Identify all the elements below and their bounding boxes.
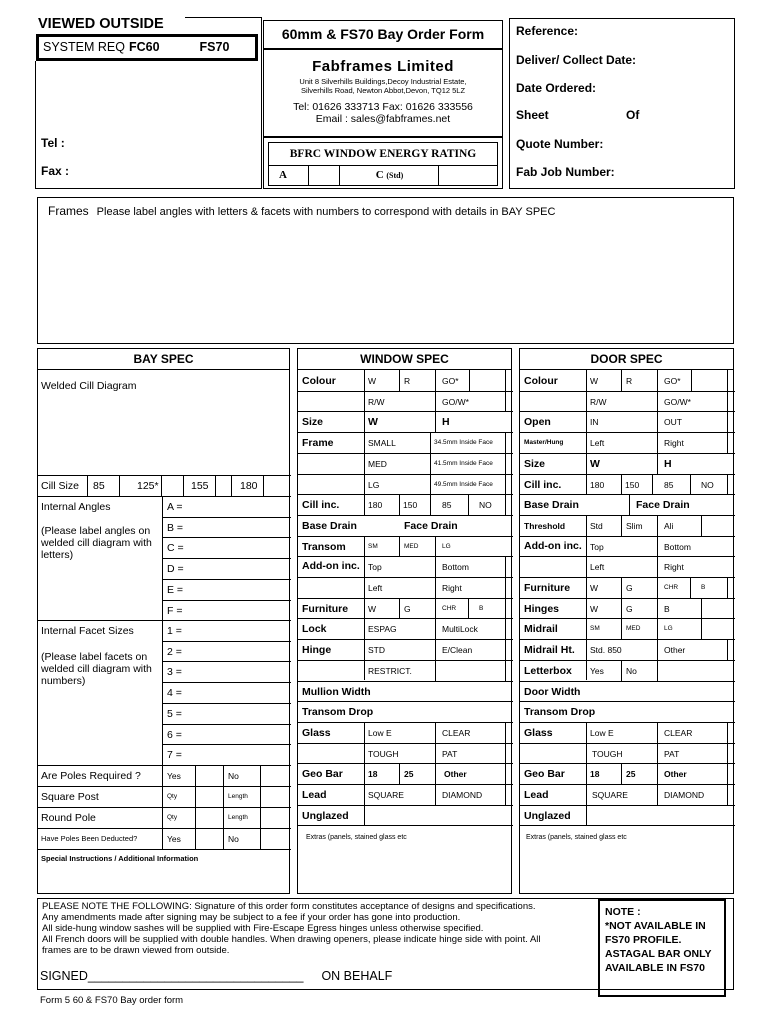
divider-h: [162, 703, 291, 704]
divider-v: [505, 618, 506, 681]
divider-h: [520, 556, 735, 557]
door-threshold-label: Threshold: [524, 520, 566, 531]
win-opt[interactable]: PAT: [442, 748, 458, 759]
address-line-2: Silverhills Road, Newton Abbot,Devon, TQ12 5LZ: [300, 86, 466, 95]
square-post-label: Square Post: [41, 791, 99, 803]
divider-v: [629, 494, 630, 515]
win-opt[interactable]: 49.5mm Inside Face: [434, 480, 493, 488]
door-opt[interactable]: Std. 850: [590, 645, 622, 656]
divider-v: [621, 763, 622, 784]
divider-v: [399, 370, 400, 391]
divider-v: [621, 370, 622, 391]
bfrc-rating-box: [263, 137, 503, 189]
divider-h: [162, 661, 291, 662]
fax-label: Fax :: [41, 164, 70, 178]
win-opt[interactable]: G: [404, 603, 411, 614]
angle-row[interactable]: D =: [167, 563, 184, 576]
door-opt[interactable]: G: [626, 603, 633, 614]
door-opt[interactable]: OUT: [664, 417, 682, 428]
divider-v: [657, 639, 658, 660]
door-opt[interactable]: 180: [590, 479, 605, 490]
facet-row[interactable]: 2 =: [167, 645, 182, 658]
system-req-box[interactable]: [36, 34, 258, 61]
divider-v: [435, 411, 436, 432]
door-opt[interactable]: IN: [590, 417, 599, 428]
terms-line-2: Any amendments made after signing may be subject to a fee if your order has gone into production.: [42, 912, 461, 923]
door-opt[interactable]: Right: [664, 562, 684, 573]
door-size-label: Size: [524, 457, 546, 470]
square-length[interactable]: Length: [228, 793, 248, 800]
door-opt[interactable]: Yes: [590, 665, 604, 676]
win-geobar-label: Geo Bar: [302, 768, 343, 781]
divider-v: [399, 598, 400, 619]
note-title: NOTE :: [605, 906, 641, 918]
round-pole-label: Round Pole: [41, 812, 96, 824]
divider-v: [586, 515, 587, 681]
win-opt[interactable]: CHR: [442, 604, 457, 612]
divider-h: [162, 558, 291, 559]
door-furniture-label: Furniture: [524, 582, 571, 594]
window-spec-title: WINDOW SPEC: [298, 349, 511, 370]
quote-number-label: Quote Number:: [516, 137, 604, 151]
divider-h: [162, 517, 291, 518]
door-opt[interactable]: 85: [664, 479, 674, 490]
divider-v: [505, 784, 506, 805]
divider-v: [727, 411, 728, 453]
divider-v: [621, 618, 622, 639]
door-opt[interactable]: MED: [626, 625, 641, 633]
door-opt[interactable]: No: [626, 665, 637, 676]
door-opt[interactable]: G: [626, 583, 633, 593]
square-qty[interactable]: Qty: [167, 793, 178, 800]
win-opt[interactable]: NO: [479, 500, 492, 511]
win-colour-label: Colour: [302, 375, 336, 387]
win-opt[interactable]: 18: [368, 769, 378, 780]
angle-row[interactable]: F =: [167, 604, 183, 617]
divider-v: [657, 453, 658, 474]
facet-row[interactable]: 4 =: [167, 687, 182, 700]
internal-angles-label: Internal Angles: [41, 501, 111, 513]
cill-size-label: Cill Size: [41, 480, 79, 492]
win-opt[interactable]: 150: [403, 500, 418, 511]
door-lead-label: Lead: [524, 789, 549, 801]
reference-label: Reference:: [516, 24, 579, 38]
win-opt[interactable]: GO/W*: [442, 396, 469, 407]
rating-blank-2[interactable]: [439, 166, 497, 185]
divider-v: [505, 598, 506, 619]
angle-row[interactable]: C =: [167, 542, 184, 555]
win-opt[interactable]: Top: [368, 562, 382, 573]
divider-v: [364, 536, 365, 681]
door-base-drain: Base Drain: [524, 499, 579, 512]
deducted-no[interactable]: No: [228, 834, 239, 844]
divider-h: [162, 744, 291, 745]
divider-v: [505, 722, 506, 764]
divider-v: [505, 494, 506, 515]
door-face-drain: Face Drain: [636, 499, 690, 512]
door-addon-label: Add-on inc.: [524, 539, 582, 552]
divider-v: [652, 474, 653, 495]
divider-v: [727, 370, 728, 412]
poles-required-label: Are Poles Required ?: [41, 770, 141, 782]
door-opt[interactable]: Other: [664, 645, 686, 656]
terms-line-5: frames are to be drawn viewed from outside.: [42, 945, 230, 956]
on-behalf-label: ON BEHALF: [321, 969, 393, 983]
reference-box: [509, 18, 735, 189]
divider-v: [468, 598, 469, 619]
divider-v: [701, 618, 702, 639]
door-cill-label: Cill inc.: [524, 478, 562, 491]
win-opt[interactable]: R/W: [368, 396, 385, 407]
signature-line[interactable]: SIGNED_______________________________ ON BEHALF: [40, 969, 393, 983]
win-frame-label: Frame: [302, 437, 334, 450]
divider-v: [435, 536, 436, 557]
win-opt[interactable]: GO*: [442, 376, 459, 386]
divider-h: [162, 682, 291, 683]
door-opt[interactable]: TOUGH: [592, 748, 623, 759]
poles-deducted-label: Have Poles Been Deducted?: [41, 834, 138, 843]
door-opt[interactable]: Other: [664, 769, 687, 780]
divider-v: [690, 474, 691, 495]
win-extras: Extras (panels, stained glass etc: [306, 834, 407, 842]
door-opt[interactable]: Std: [590, 520, 603, 531]
poles-no[interactable]: No: [228, 771, 239, 781]
win-unglazed-label: Unglazed: [302, 809, 349, 822]
win-opt[interactable]: 34.5mm Inside Face: [434, 439, 493, 447]
win-size-label: Size: [302, 416, 324, 429]
win-opt[interactable]: SQUARE: [368, 790, 404, 800]
door-opt[interactable]: LG: [664, 625, 673, 633]
divider-v: [468, 494, 469, 515]
divider-v: [586, 722, 587, 826]
of-label: Of: [626, 108, 640, 122]
divider-v: [399, 494, 400, 515]
door-opt[interactable]: 150: [625, 479, 640, 490]
win-opt[interactable]: Left: [368, 583, 383, 593]
win-lock-label: Lock: [302, 623, 327, 636]
door-opt[interactable]: W: [590, 583, 599, 593]
win-opt[interactable]: 25: [404, 769, 414, 780]
divider-v: [505, 763, 506, 784]
rating-a[interactable]: A: [269, 166, 309, 185]
win-face-drain: Face Drain: [404, 519, 458, 532]
poles-yes[interactable]: Yes: [167, 771, 181, 781]
divider-v: [469, 370, 470, 391]
divider-h: [162, 600, 291, 601]
win-opt[interactable]: R: [404, 376, 411, 386]
win-opt[interactable]: Right: [442, 583, 462, 593]
win-addon-label: Add-on inc.: [302, 560, 360, 573]
door-opt[interactable]: Slim: [626, 520, 643, 531]
win-base-drain: Base Drain: [302, 519, 357, 532]
company-name: Fabframes Limited: [312, 58, 454, 75]
door-opt[interactable]: CHR: [664, 584, 679, 591]
door-opt[interactable]: Right: [664, 438, 684, 449]
angle-row[interactable]: A =: [167, 501, 183, 513]
win-transom-label: Transom: [302, 540, 346, 553]
door-opt[interactable]: CLEAR: [664, 727, 693, 738]
cill-125[interactable]: 125*: [137, 480, 159, 492]
company-info: [263, 49, 503, 137]
win-opt[interactable]: MultiLock: [442, 624, 478, 635]
note-body: *NOT AVAILABLE IN FS70 PROFILE. ASTAGAL BAR ONLY AVAILABLE IN FS70: [605, 920, 712, 974]
win-opt[interactable]: SMALL: [368, 438, 396, 449]
door-extras: Extras (panels, stained glass etc: [526, 834, 627, 842]
divider-h: [298, 411, 513, 412]
win-opt[interactable]: E/Clean: [442, 645, 473, 656]
deliver-date-label: Deliver/ Collect Date:: [516, 53, 637, 67]
rating-c[interactable]: C (Std): [340, 166, 439, 185]
divider-h: [162, 724, 291, 725]
divider-v: [701, 515, 702, 536]
win-opt[interactable]: MED: [404, 542, 419, 550]
system-req-label: SYSTEM REQ: [43, 40, 125, 54]
divider-v: [621, 577, 622, 598]
frames-drawing-area[interactable]: [37, 197, 734, 344]
divider-v: [399, 536, 400, 557]
win-opt[interactable]: CLEAR: [442, 727, 471, 738]
win-mullion: Mullion Width: [302, 685, 371, 698]
divider-v: [430, 432, 431, 494]
divider-v: [505, 556, 506, 598]
bay-spec-panel: [37, 348, 290, 894]
divider-v: [657, 722, 658, 764]
facet-row[interactable]: 7 =: [167, 749, 182, 762]
door-opt[interactable]: GO*: [664, 376, 681, 386]
fc60-option[interactable]: FC60: [128, 40, 160, 54]
divider-v: [657, 577, 658, 598]
sheet-label: Sheet: [516, 108, 549, 122]
door-opt[interactable]: Low E: [590, 727, 614, 738]
divider-v: [657, 618, 658, 639]
facets-note: (Please label facets on welded cill diagram with numbers): [41, 651, 152, 687]
divider-v: [364, 722, 365, 826]
fs70-option[interactable]: FS70: [199, 40, 230, 54]
divider-v: [505, 370, 506, 412]
divider-v: [657, 784, 658, 805]
window-spec-panel: [297, 348, 512, 894]
form-footer: Form 5 60 & FS70 Bay order form: [40, 995, 184, 1006]
divider-v: [586, 370, 587, 494]
divider-v: [435, 784, 436, 805]
divider-h: [298, 577, 513, 578]
door-opt[interactable]: Bottom: [664, 541, 691, 552]
divider-v: [435, 370, 436, 412]
email-line: Email : sales@fabframes.net: [315, 113, 451, 125]
phone-line: Tel: 01626 333713 Fax: 01626 333556: [293, 101, 473, 113]
round-qty[interactable]: Qty: [167, 814, 178, 821]
win-opt[interactable]: STD: [368, 645, 385, 656]
door-colour-label: Colour: [524, 375, 558, 387]
win-opt[interactable]: Low E: [368, 727, 392, 738]
door-glass-label: Glass: [524, 726, 553, 739]
door-hinges-label: Hinges: [524, 602, 560, 615]
win-opt[interactable]: Bottom: [442, 562, 469, 573]
win-opt[interactable]: 41.5mm Inside Face: [434, 459, 493, 467]
viewed-outside-label: VIEWED OUTSIDE: [38, 16, 168, 32]
round-length[interactable]: Length: [228, 814, 248, 821]
deducted-yes[interactable]: Yes: [167, 834, 181, 844]
divider-h: [162, 641, 291, 642]
divider-v: [657, 660, 658, 681]
win-hinge-label: Hinge: [302, 644, 332, 657]
win-lead-label: Lead: [302, 789, 327, 801]
divider-v: [727, 784, 728, 805]
win-opt[interactable]: 85: [442, 500, 452, 511]
divider-v: [727, 763, 728, 784]
win-furniture-label: Furniture: [302, 602, 349, 615]
win-opt[interactable]: LG: [442, 542, 451, 550]
door-opt[interactable]: 18: [590, 769, 600, 780]
facet-row[interactable]: 3 =: [167, 666, 182, 679]
door-transom-drop-label: Transom Drop: [524, 706, 596, 719]
profile-note-box: [598, 899, 726, 997]
divider-h: [162, 579, 291, 580]
door-opt[interactable]: PAT: [664, 748, 680, 759]
angle-row[interactable]: B =: [167, 521, 184, 534]
frames-label: Frames: [48, 204, 89, 218]
divider-v: [430, 494, 431, 515]
win-opt[interactable]: W: [368, 603, 377, 614]
rating-blank[interactable]: [309, 166, 341, 185]
win-opt[interactable]: Other: [444, 769, 467, 780]
win-opt[interactable]: RESTRICT.: [368, 665, 412, 676]
door-opt[interactable]: NO: [701, 479, 714, 490]
door-geobar-label: Geo Bar: [524, 768, 565, 781]
door-opt[interactable]: Left: [590, 562, 605, 573]
angles-note: (Please label angles on welded cill diagram with letters): [41, 525, 152, 561]
door-open-label: Open: [524, 416, 551, 429]
divider-v: [621, 515, 622, 536]
door-opt[interactable]: SQUARE: [592, 790, 628, 800]
cill-155[interactable]: 155: [191, 480, 209, 492]
door-opt[interactable]: B: [701, 584, 706, 591]
divider-v: [727, 474, 728, 495]
bay-spec-title: BAY SPEC: [38, 349, 289, 370]
divider-v: [657, 763, 658, 784]
cill-180[interactable]: 180: [240, 480, 258, 492]
date-ordered-label: Date Ordered:: [516, 81, 597, 95]
door-opt[interactable]: R/W: [590, 396, 607, 407]
bfrc-rating-row: [268, 166, 498, 186]
cill-85[interactable]: 85: [93, 480, 105, 492]
divider-v: [727, 577, 728, 598]
divider-v: [435, 556, 436, 598]
door-spec-panel: [519, 348, 734, 894]
divider-v: [505, 432, 506, 494]
terms-line-3: All side-hung window sashes will be supplied with Fire-Escape Egress hinges unless otherwise specified.: [42, 923, 484, 934]
door-opt[interactable]: W: [590, 603, 599, 614]
door-opt[interactable]: W: [590, 376, 599, 386]
divider-v: [621, 660, 622, 681]
win-opt[interactable]: W: [368, 376, 377, 386]
door-opt[interactable]: H: [664, 457, 672, 470]
door-opt[interactable]: GO/W*: [664, 396, 691, 407]
facet-row[interactable]: 6 =: [167, 728, 182, 741]
win-opt[interactable]: H: [442, 416, 450, 429]
facet-row[interactable]: 5 =: [167, 707, 182, 720]
door-opt[interactable]: B: [664, 603, 670, 614]
fab-job-label: Fab Job Number:: [516, 165, 615, 179]
divider-v: [621, 474, 622, 495]
win-transom-drop: Transom Drop: [302, 706, 374, 719]
form-title: 60mm & FS70 Bay Order Form: [263, 20, 503, 49]
win-glass-label: Glass: [302, 726, 331, 739]
divider-v: [657, 515, 658, 536]
door-door-width-label: Door Width: [524, 685, 581, 698]
win-opt[interactable]: TOUGH: [368, 748, 399, 759]
divider-v: [399, 763, 400, 784]
divider-v: [727, 639, 728, 660]
door-opt[interactable]: Ali: [664, 520, 674, 531]
facet-sizes-label: Internal Facet Sizes: [41, 625, 134, 637]
divider-h: [162, 537, 291, 538]
door-midrail-label: Midrail: [524, 623, 558, 636]
divider-v: [657, 536, 658, 578]
divider-v: [657, 370, 658, 412]
door-opt[interactable]: Left: [590, 438, 605, 449]
divider-v: [435, 598, 436, 619]
special-instructions-label: Special Instructions / Additional Information: [41, 854, 199, 863]
win-opt[interactable]: ESPAG: [368, 624, 397, 635]
divider-v: [727, 722, 728, 764]
divider-v: [435, 763, 436, 784]
divider-v: [657, 411, 658, 453]
door-unglazed-label: Unglazed: [524, 809, 571, 822]
door-midrail-ht-label: Midrail Ht.: [524, 644, 575, 657]
address-line-1: Unit 8 Silverhills Buildings,Decoy Industrial Estate,: [299, 77, 467, 86]
divider-v: [621, 598, 622, 619]
door-opt[interactable]: DIAMOND: [664, 790, 705, 800]
divider-v: [435, 618, 436, 681]
terms-line-1: PLEASE NOTE THE FOLLOWING: Signature of this order form constitutes acceptance of designs and specifications.: [42, 901, 536, 912]
facet-row[interactable]: 1 =: [167, 625, 182, 637]
divider-v: [701, 598, 702, 619]
win-opt[interactable]: LG: [368, 479, 380, 490]
win-opt[interactable]: SM: [368, 542, 378, 550]
win-cill-label: Cill inc.: [302, 499, 340, 512]
divider-v: [691, 370, 692, 391]
divider-v: [364, 370, 365, 515]
win-opt[interactable]: B: [479, 604, 484, 612]
divider-h: [520, 411, 735, 412]
door-spec-title: DOOR SPEC: [520, 349, 733, 370]
frames-instructions: Please label angles with letters & facets with numbers to correspond with details in BAY SPEC: [96, 206, 556, 218]
bfrc-title: BFRC WINDOW ENERGY RATING: [268, 142, 498, 166]
terms-line-4: All French doors will be supplied with double handles. When drawing openers, please indicate hinge side with point. All: [42, 934, 541, 945]
win-opt[interactable]: 180: [368, 500, 383, 511]
door-master-label: Master/Hung: [524, 439, 564, 447]
door-opt[interactable]: R: [626, 376, 633, 386]
door-letterbox-label: Letterbox: [524, 664, 572, 677]
door-opt[interactable]: SM: [590, 625, 600, 633]
door-opt[interactable]: 25: [626, 769, 636, 780]
win-opt[interactable]: DIAMOND: [442, 790, 483, 800]
door-opt[interactable]: Top: [590, 541, 604, 552]
win-opt[interactable]: W: [368, 416, 378, 429]
welded-cill-label: Welded Cill Diagram: [41, 380, 137, 392]
door-opt[interactable]: W: [590, 457, 600, 470]
divider-v: [690, 577, 691, 598]
tel-label: Tel :: [41, 136, 65, 150]
win-opt[interactable]: MED: [368, 458, 387, 469]
divider-v: [657, 598, 658, 619]
divider-v: [435, 722, 436, 764]
angle-row[interactable]: E =: [167, 583, 184, 596]
